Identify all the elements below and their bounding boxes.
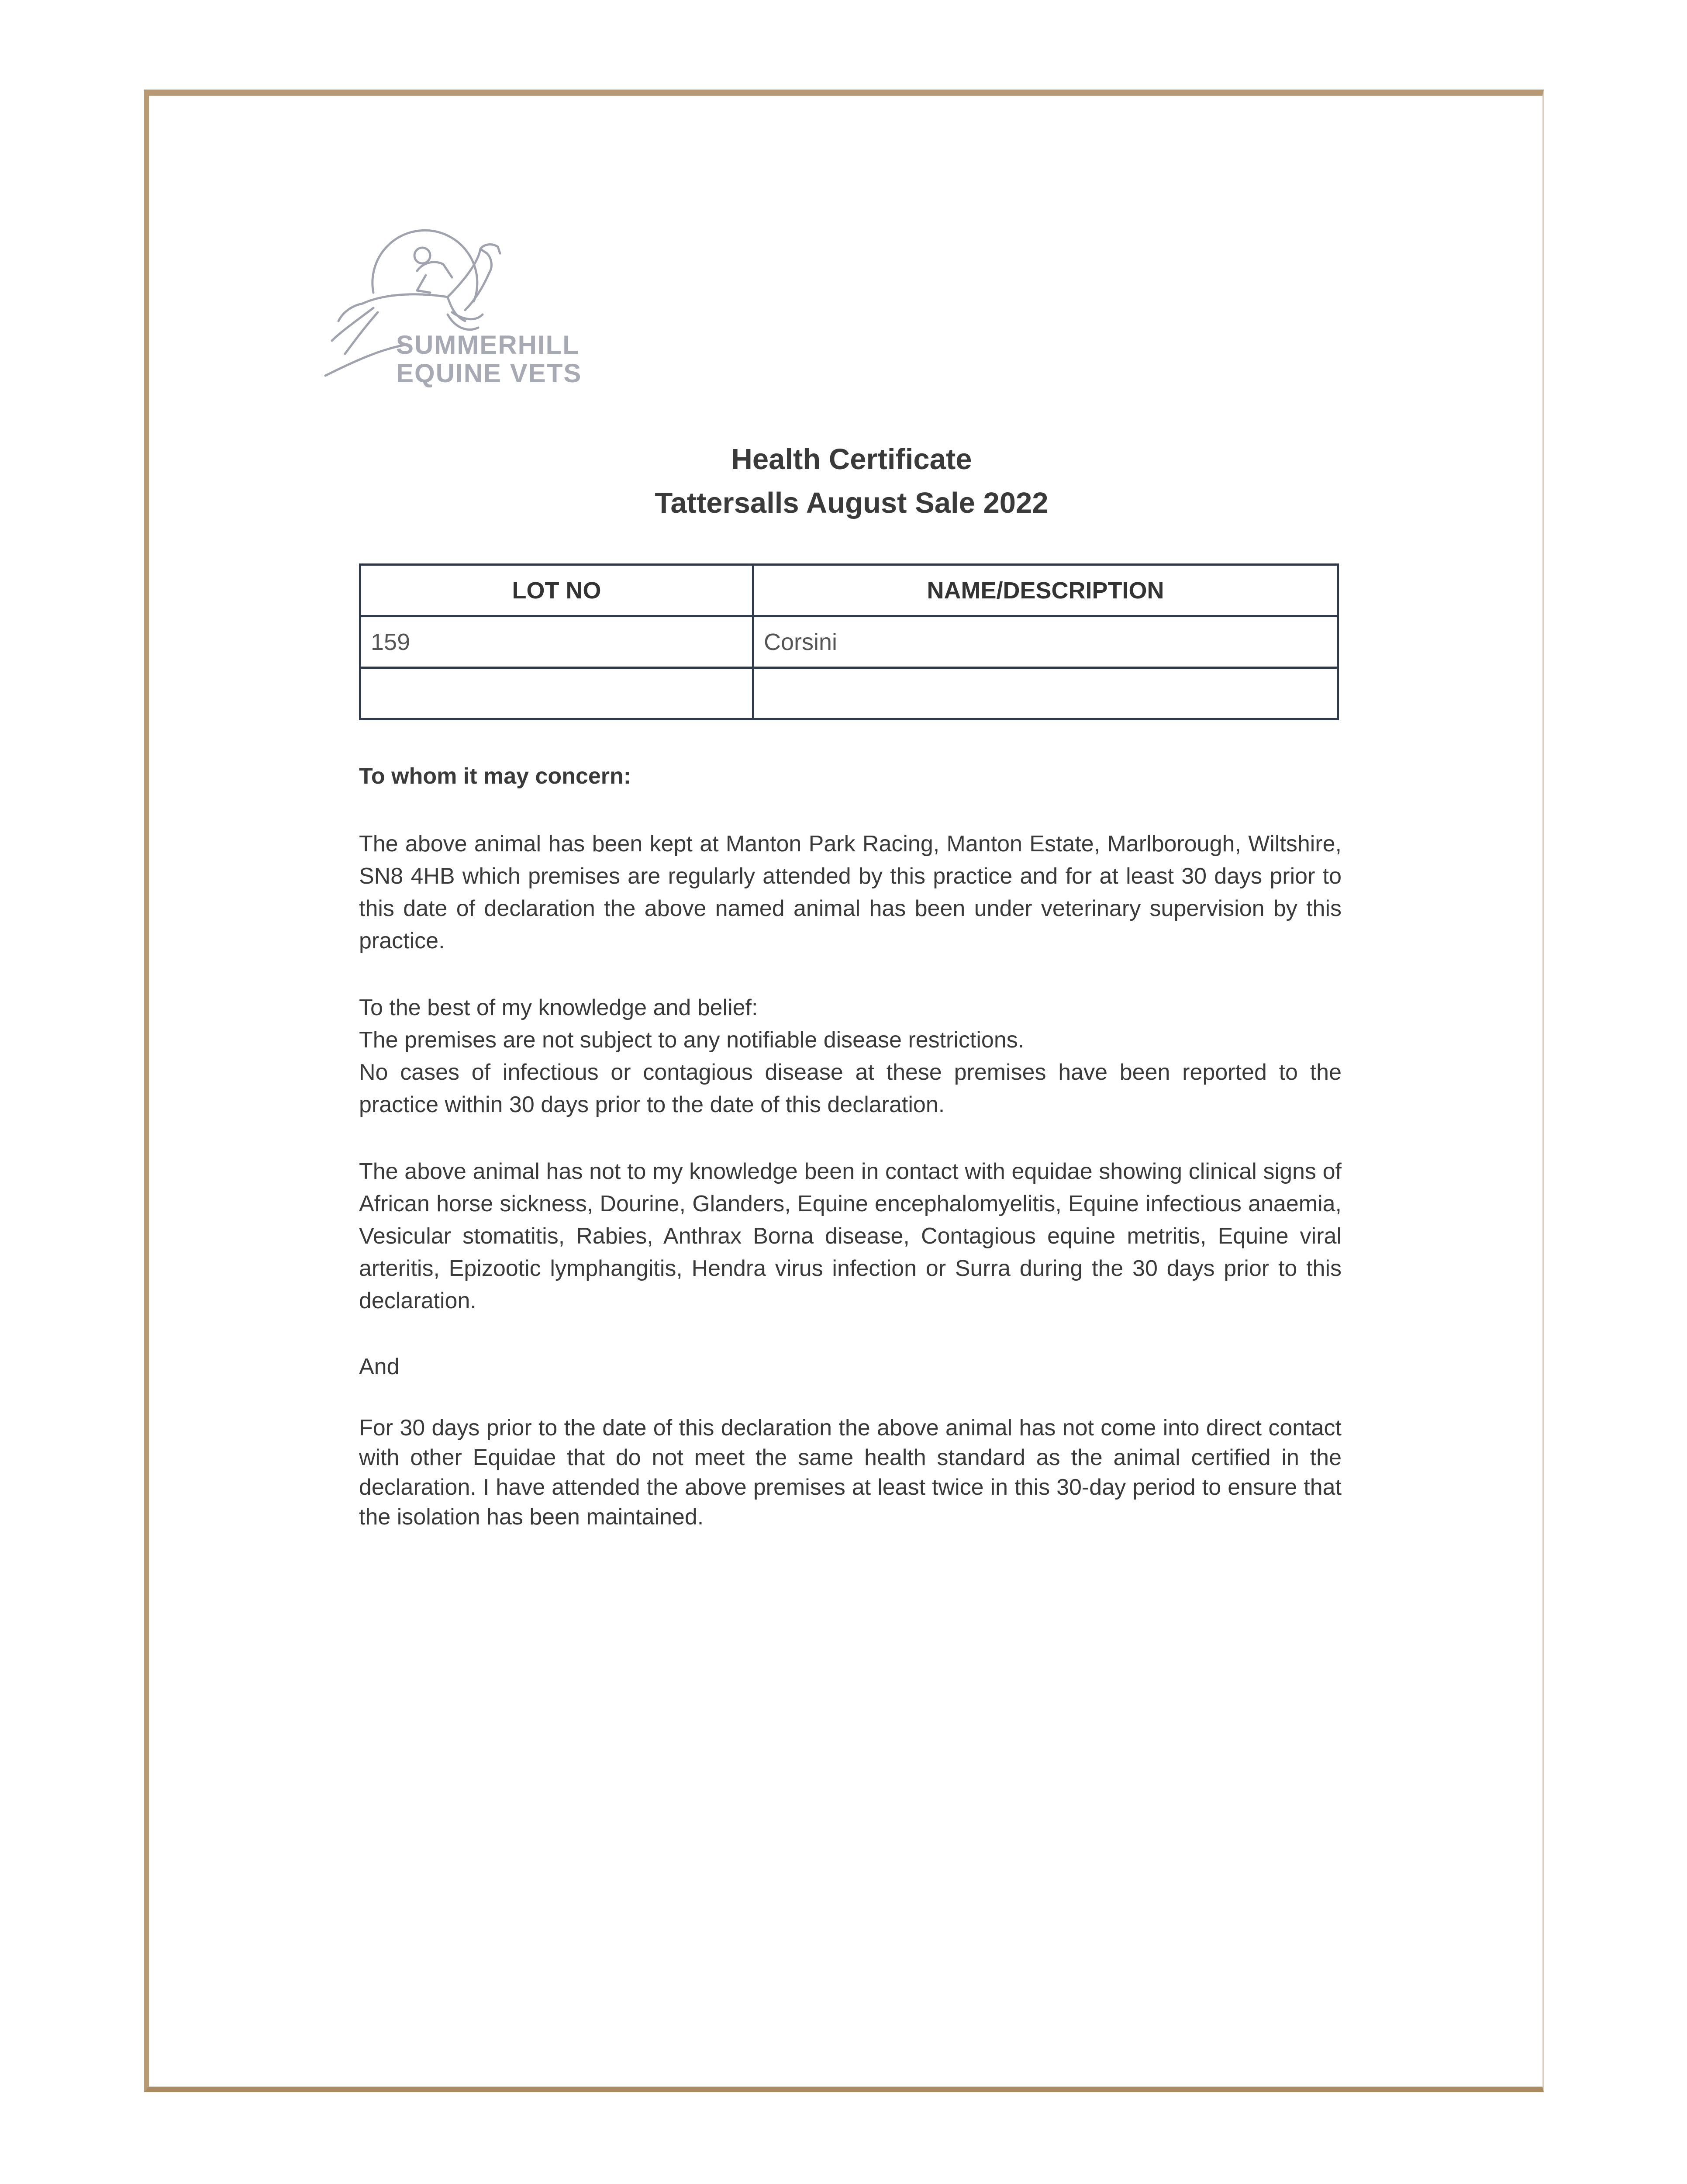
paragraph-isolation [359,1413,1342,1532]
name-description-cell: Corsini [753,616,1338,668]
salutation: To whom it may concern: [359,764,631,789]
lot-no-cell [360,668,753,719]
lot-no-cell: 159 [360,616,753,668]
paragraph-belief [359,992,1342,1121]
name-description-header: NAME/DESCRIPTION [753,565,1338,616]
belief-item: No cases of infectious or contagious disease at these premises have been reported to the practice within 30 days prior to the date of this declaration. [359,1060,1342,1117]
name-description-cell [753,668,1338,719]
belief-item: The premises are not subject to any notifiable disease restrictions. [359,1027,1025,1053]
table-header-row [360,565,1338,616]
table-row [360,668,1338,719]
paragraph-text: The above animal has been kept at Manton Park Racing, Manton Estate, Marlborough, Wiltshire, SN8 4HB which premises are regularly attended by this practice and for at least 30 days prior to this date of declaration the above named animal has been under veterinary supervision by this practice. [359,831,1342,954]
lot-table [359,563,1339,720]
paragraph-diseases [359,1155,1342,1317]
certificate-subtitle: Tattersalls August Sale 2022 [655,487,1049,519]
paragraph-premises [359,828,1342,957]
certificate-title: Health Certificate [731,443,972,476]
summerhill-logo [321,227,587,389]
and-line: And [359,1354,400,1379]
belief-intro: To the best of my knowledge and belief: [359,995,758,1020]
paragraph-text: The above animal has not to my knowledge been in contact with equidae showing clinical signs of African horse sickness, Dourine, Glanders, Equine encephalomyelitis, Equine infectious anaemia, Vesicular stomatitis, Rabies, Anthrax Borna disease, Contagious equine metritis, Equine viral arteritis, Epizootic lymphangitis, Hendra virus infection or Surra during the 30 days prior to this declaration. [359,1159,1342,1313]
paragraph-text: For 30 days prior to the date of this declaration the above animal has not come into direct contact with other Equidae that do not meet the same health standard as the animal certified in the declaration. I have attended the above premises at least twice in this 30-day period to ensure that the isolation has been maintained. [359,1415,1342,1530]
table-row [360,616,1338,668]
logo-text-summerhill: SUMMERHILL [396,330,580,359]
logo-text-equine-vets: EQUINE VETS [396,359,582,388]
lot-no-header: LOT NO [360,565,753,616]
